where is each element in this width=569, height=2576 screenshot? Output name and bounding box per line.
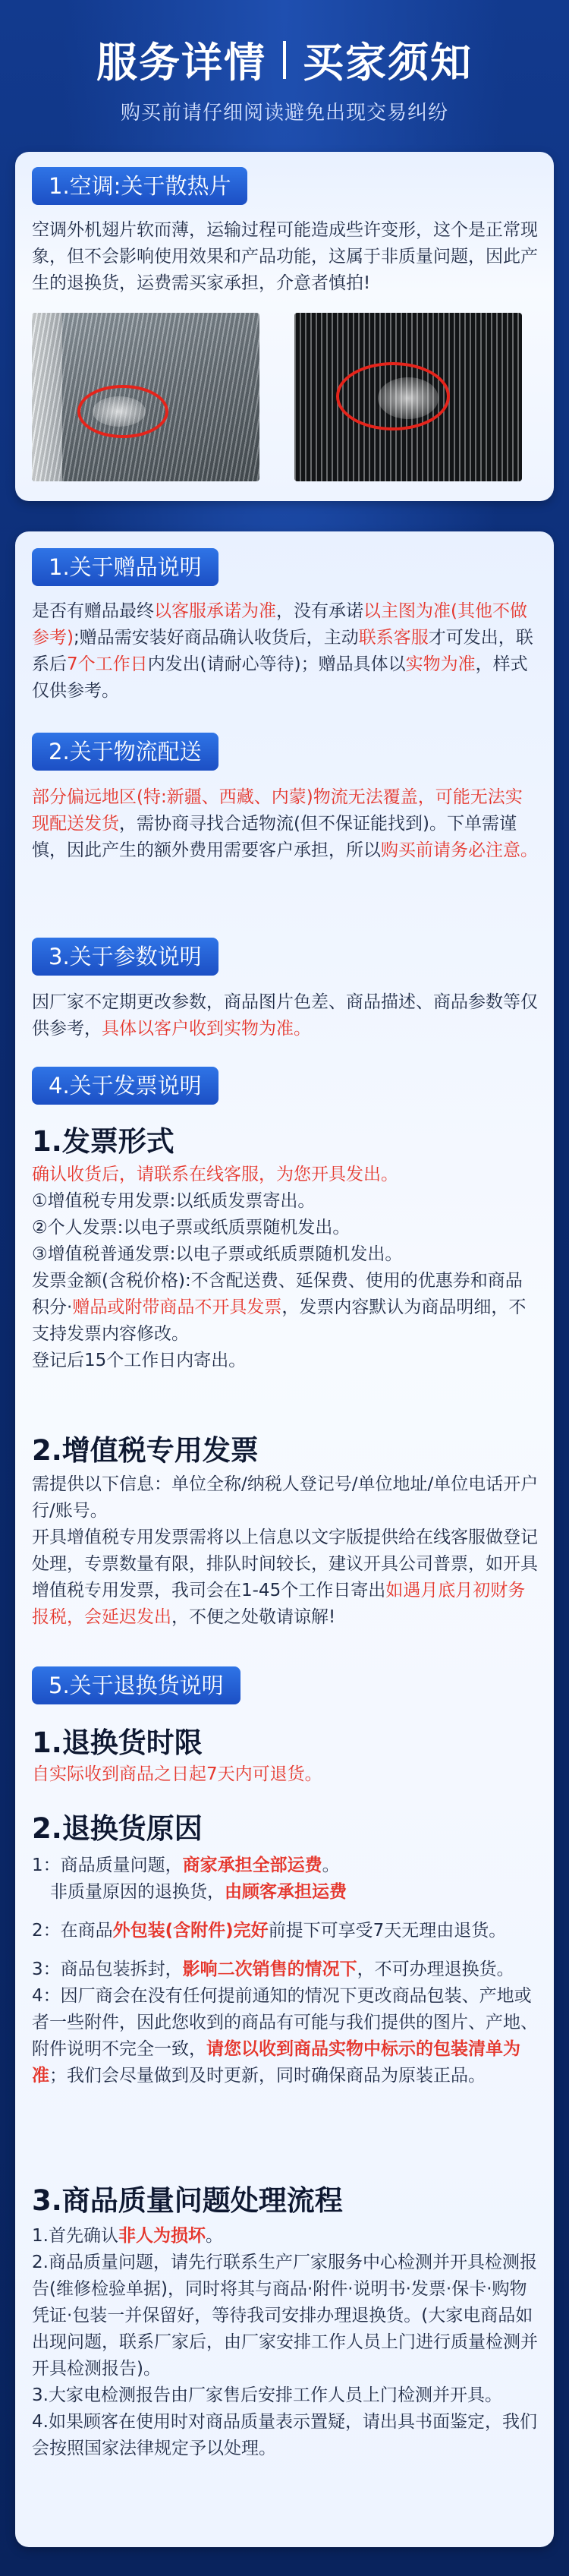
title-service-details: 服务详情 — [96, 39, 266, 87]
fin-section-text: 空调外机翅片软而薄，运输过程可能造成些许变形，这个是正常现象，但不会影响使用效果和产品功能，这属于非质量问题，因此产生的退换货，运费需买家承担，介意者慎拍! — [32, 220, 538, 293]
return-reason-heading: 2.退换货原因 — [32, 1812, 203, 1845]
returns-section-tag: 5.关于退换货说明 — [32, 1666, 240, 1704]
title-buyer-notice: 买家须知 — [303, 39, 473, 87]
buyer-notice-card — [15, 531, 554, 2547]
logistics-section-text: 部分偏远地区(特:新疆、西藏、内蒙)物流无法覆盖，可能无法实现配送发货，需协商寻找合适物流(但不保证能找到)。下单需谨慎，因此产生的额外费用需要客户承担，所以购买前请务必注意。 — [32, 787, 538, 860]
page-header — [0, 0, 569, 144]
fin-section-tag: 1.空调:关于散热片 — [32, 167, 247, 205]
page-title — [0, 30, 569, 89]
return-time-heading: 1.退换货时限 — [32, 1726, 203, 1759]
highlight-circle — [336, 362, 450, 430]
highlight-circle — [77, 385, 168, 438]
invoice-form-heading: 1.发票形式 — [32, 1125, 174, 1158]
fin-deformation-photo-right — [294, 313, 522, 481]
gift-section-tag: 1.关于赠品说明 — [32, 548, 218, 586]
invoice-form-text: 确认收货后，请联系在线客服，为您开具发出。 ①增值税专用发票:以纸质发票寄出。 ②个人发票:以电子票或纸质票随机发出。 ③增值税普通发票:以电子票或纸质票随机发出。 发票金额(含税价格):不含配送费、延保费、使用的优惠券和商品积分·赠品或附带商品不开具发票，发票内容默认为商品明细，不支持发票内容修改。 登记后15个工作日内寄出。 — [32, 1165, 527, 1370]
quality-process-heading: 3.商品质量问题处理流程 — [32, 2184, 343, 2217]
params-section-text: 因厂家不定期更改参数，商品图片色差、商品描述、商品参数等仅供参考，具体以客户收到实物为准。 — [32, 992, 538, 1039]
gift-section-text: 是否有赠品最终以客服承诺为准，没有承诺以主图为准(其他不做参考);赠品需安装好商品确认收货后，主动联系客服才可发出，联系后7个工作日内发出(请耐心等待)；赠品具体以实物为准，样式仅供参考。 — [32, 601, 533, 701]
invoice-section-tag: 4.关于发票说明 — [32, 1067, 218, 1105]
params-section-tag: 3.关于参数说明 — [32, 938, 218, 976]
title-divider — [283, 41, 286, 79]
return-reason-text: 1：商品质量问题，商家承担全部运费。 非质量原因的退换货，由顾客承担运费 2：在商品外包装(含附件)完好前提下可享受7天无理由退货。 3：商品包装拆封，影响二次销售的情况下，不可办理退换货。 4：因厂商会在没有任何提前通知的情况下更改商品包装、产地或者一些附件，因此您收到的商品有可能与我们提供的图片、产地、附件说明不完全一致，请您以收到商品实物中标示的包装清单为准；我们会尽量做到及时更新，同时确保商品为原装正品。 — [32, 1856, 538, 2086]
page-subtitle: 购买前请仔细阅读避免出现交易纠纷 — [120, 102, 448, 125]
return-time-text: 自实际收到商品之日起7天内可退货。 — [32, 1764, 322, 1784]
vat-invoice-text: 需提供以下信息：单位全称/纳税人登记号/单位地址/单位电话开户行/账号。 开具增值税专用发票需将以上信息以文字版提供给在线客服做登记处理，专票数量有限，排队时间较长，建议开具公司普票，如开具增值税专用发票，我司会在1-45个工作日寄出如遇月底月初财务报税，会延迟发出，不便之处敬请谅解! — [32, 1474, 539, 1627]
quality-process-text: 1.首先确认非人为损坏。 2.商品质量问题，请先行联系生产厂家服务中心检测并开具检测报告(维修检验单据)，同时将其与商品·附件·说明书·发票·保卡·购物凭证·包装一并保留好，等待我司安排办理退换货。(大家电商品如出现问题，联系厂家后，由厂家安排工作人员上门进行质量检测并开具检测报告)。 3.大家电检测报告由厂家售后安排工作人员上门检测并开具。 4.如果顾客在使用时对商品质量表示置疑，请出具书面鉴定，我们会按照国家法律规定予以处理。 — [32, 2226, 538, 2458]
logistics-section-tag: 2.关于物流配送 — [32, 733, 218, 771]
vat-invoice-heading: 2.增值税专用发票 — [32, 1434, 259, 1467]
fin-notice-card — [15, 152, 554, 501]
fin-deformation-photo-left — [32, 313, 259, 481]
